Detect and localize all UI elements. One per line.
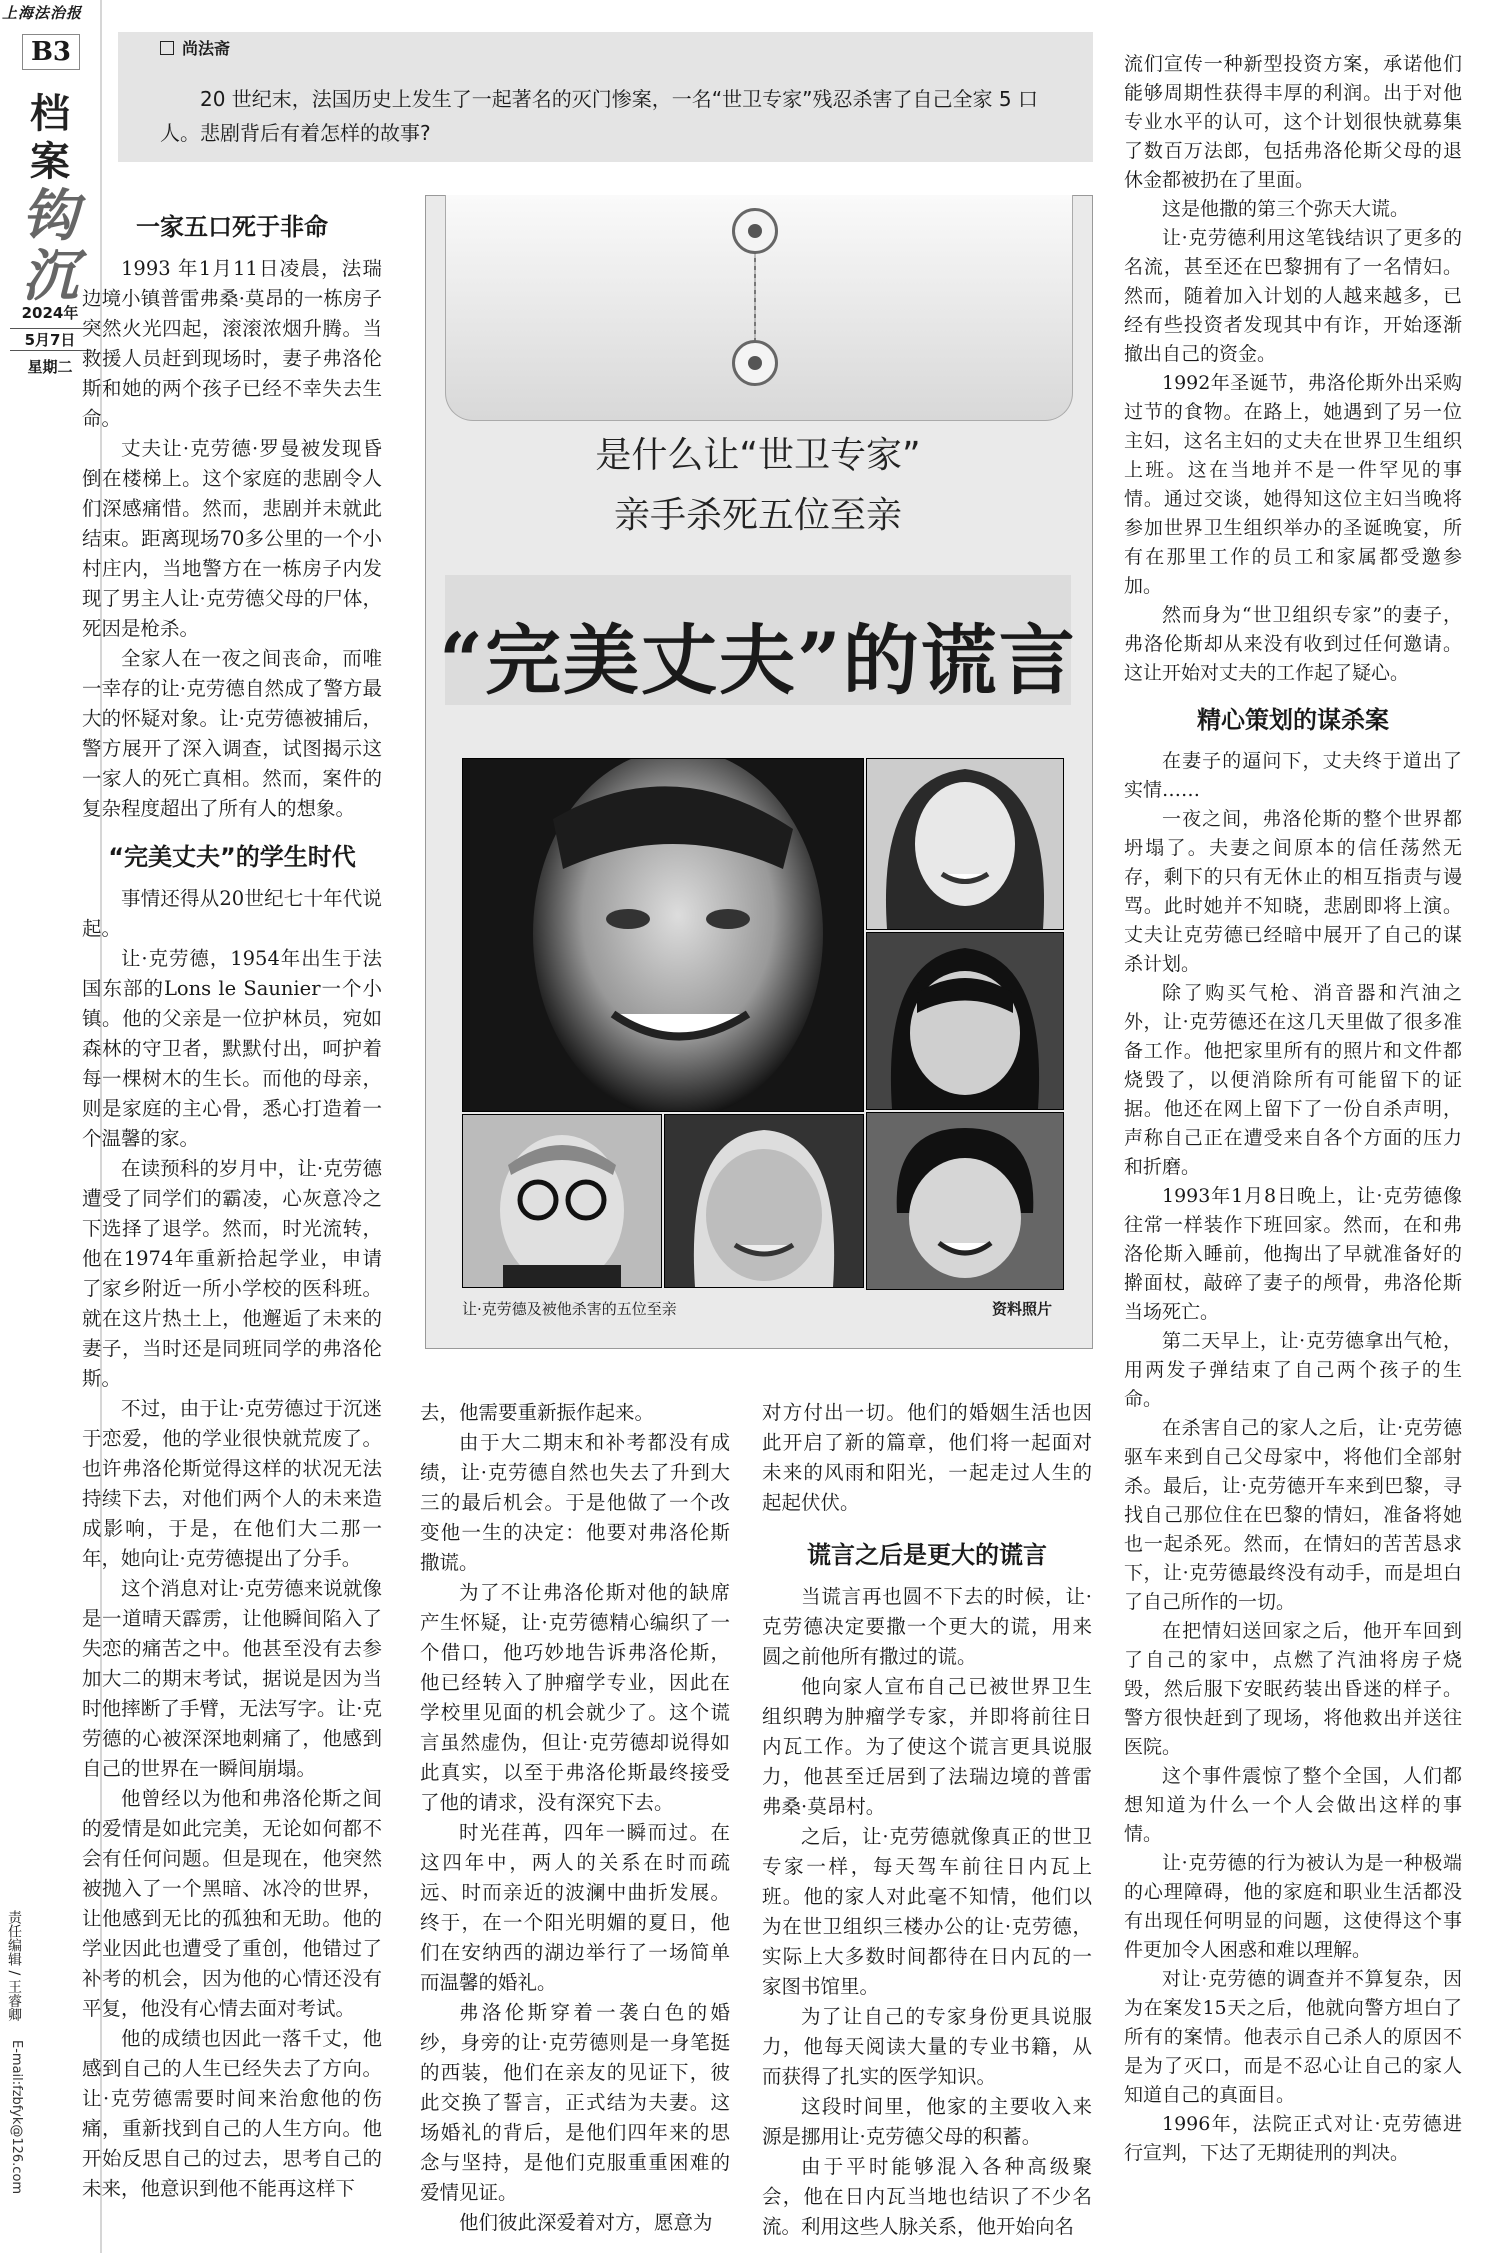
paragraph: 这个事件震惊了整个全国，人们都想知道为什么一个人会做出这样的事情。 xyxy=(1124,1765,1462,1845)
photo-son xyxy=(866,1112,1064,1290)
paragraph: 1992年圣诞节，弗洛伦斯外出采购过节的食物。在路上，她遇到了另一位主妇，这名主妇的丈夫在世界卫生组织上班。这在当地并不是一件罕见的事情。通过交谈，她得知这位主妇当晚将参加世界卫生组织举办的圣诞晚宴，所有在那里工作的员工和家属都受邀参加。 xyxy=(1124,372,1462,597)
section-title-char: 钩 xyxy=(22,183,78,249)
section-heading: 精心策划的谋杀案 xyxy=(1197,706,1389,734)
paragraph: 他的成绩也因此一落千丈，他感到自己的人生已经失去了方向。让·克劳德需要时间来治愈他的伤痛，重新找到自己的人生方向。他开始反思自己的过去，思考自己的未来，他意识到他不能再这样下 xyxy=(82,2027,382,2200)
paragraph: 让·克劳德的行为被认为是一种极端的心理障碍，他的家庭和职业生活都没有出现任何明显的问题，这使得这个事件更加令人困惑和难以理解。 xyxy=(1124,1852,1462,1961)
paragraph: 弗洛伦斯穿着一袭白色的婚纱，身旁的让·克劳德则是一身笔挺的西装，他们在亲友的见证下，彼此交换了誓言，正式结为夫妻。这场婚礼的背后，是他们四年来的思念与坚持，是他们克服重重困难的爱情见证。 xyxy=(420,2001,730,2204)
paragraph: 事情还得从20世纪七十年代说起。 xyxy=(82,887,382,940)
paragraph: 一夜之间，弗洛伦斯的整个世界都坍塌了。夫妻之间原本的信任荡然无存，剩下的只有无休止的相互指责与谩骂。此时她并不知晓，悲剧即将上演。丈夫让克劳德已经暗中展开了自己的谋杀计划。 xyxy=(1124,808,1462,975)
paragraph: 1993年1月8日晚上，让·克劳德像往常一样装作下班回家。然而，在和弗洛伦斯入睡前，他掏出了早就准备好的擀面杖，敲碎了妻子的颅骨，弗洛伦斯当场死亡。 xyxy=(1124,1185,1462,1323)
paragraph: 当谎言再也圆不下去的时候，让·克劳德决定要撒一个更大的谎，用来圆之前他所有撒过的谎。 xyxy=(762,1585,1092,1668)
intro-lead: 20 世纪末，法国历史上发生了一起著名的灭门惨案，一名“世卫专家”残忍杀害了自己全家 5 口人。悲剧背后有着怎样的故事? xyxy=(160,87,1038,145)
section-heading: 一家五口死于非命 xyxy=(136,213,328,241)
paragraph: 他曾经以为他和弗洛伦斯之间的爱情是如此完美，无论如何都不会有任何问题。但是现在，他突然被抛入了一个黑暗、冰冷的世界，让他感到无比的孤独和无助。他的学业因此也遭受了重创，他错过了补考的机会，因为他的心情还没有平复，他没有心情去面对考试。 xyxy=(82,1787,382,2020)
article-column-2 xyxy=(420,1398,730,2238)
photo-jean-claude xyxy=(462,758,864,1112)
envelope-button-icon xyxy=(732,340,778,386)
paragraph: 1996年，法院正式对让·克劳德进行宣判，下达了无期徒刑的判决。 xyxy=(1124,2113,1462,2164)
paragraph: 为了不让弗洛伦斯对他的缺席产生怀疑，让·克劳德精心编织了一个借口，他巧妙地告诉弗洛伦斯，他已经转入了肿瘤学专业，因此在学校里见面的机会就少了。这个谎言虽然虚伪，但让·克劳德却说得如此真实，以至于弗洛伦斯最终接受了他的请求，没有深究下去。 xyxy=(420,1581,730,1814)
paragraph: 在妻子的逼问下，丈夫终于道出了实情…… xyxy=(1124,750,1462,801)
checkbox-icon xyxy=(160,41,174,55)
section-title-char: 档 xyxy=(30,90,70,137)
paragraph: 在读预科的岁月中，让·克劳德遭受了同学们的霸凌，心灰意冷之下选择了退学。然而，时光流转，他在1974年重新拾起学业，申请了家乡附近一所小学校的医科班。就在这片热土上，他邂逅了未来的妻子，当时还是同班同学的弗洛伦斯。 xyxy=(82,1157,382,1390)
editor-credit: 责任编辑 / 王睿卿 xyxy=(6,1910,22,2022)
paragraph: 让·克劳德利用这笔钱结识了更多的名流，甚至还在巴黎拥有了一名情妇。然而，随着加入计划的人越来越多，已经有些投资者发现其中有诈，开始逐渐撤出自己的资金。 xyxy=(1124,227,1462,365)
column-name-label: 尚法斋 xyxy=(182,39,231,58)
date-day: 5月7日 xyxy=(10,328,90,351)
paragraph: 流们宣传一种新型投资方案，承诺他们能够周期性获得丰厚的利润。出于对他专业水平的认可，这个计划很快就募集了数百万法郎，包括弗洛伦斯父母的退休金都被扔在了里面。 xyxy=(1124,53,1462,191)
envelope-button-icon xyxy=(732,208,778,254)
paragraph: 由于大二期末和补考都没有成绩，让·克劳德自然也失去了升到大三的最后机会。于是他做了一个改变他一生的决定：他要对弗洛伦斯撒谎。 xyxy=(420,1431,730,1574)
page-number: B3 xyxy=(22,34,80,70)
date-weekday: 星期二 xyxy=(27,358,73,376)
photo-credit: 资料照片 xyxy=(992,1300,1053,1318)
paragraph: 他向家人宣布自己已被世界卫生组织聘为肿瘤学专家，并即将前往日内瓦工作。为了使这个谎言更具说服力，他甚至迁居到了法瑞边境的普雷弗桑·莫昂村。 xyxy=(762,1675,1092,1818)
paragraph: 在杀害自己的家人之后，让·克劳德驱车来到自己父母家中，将他们全部射杀。最后，让·克劳德开车来到巴黎，寻找自己那位住在巴黎的情妇，准备将她也一起杀死。然而，在情妇的苦苦恳求下，让·克劳德最终没有动手，而是坦白了自己所作的一切。 xyxy=(1124,1417,1462,1613)
feature-subtitle: 亲手杀死五位至亲 xyxy=(613,495,902,536)
paragraph: 全家人在一夜之间丧命，而唯一幸存的让·克劳德自然成了警方最大的怀疑对象。让·克劳德被捕后，警方展开了深入调查，试图揭示这一家人的死亡真相。然而，案件的复杂程度超出了所有人的想象。 xyxy=(82,647,382,820)
paragraph: 然而身为“世卫组织专家”的妻子，弗洛伦斯却从来没有收到过任何邀请。这让开始对丈夫的工作起了疑心。 xyxy=(1124,604,1462,684)
section-heading: 谎言之后是更大的谎言 xyxy=(807,1541,1047,1569)
article-column-4 xyxy=(1124,50,1462,2168)
paragraph: 为了让自己的专家身份更具说服力，他每天阅读大量的专业书籍，从而获得了扎实的医学知识。 xyxy=(762,2005,1092,2088)
paragraph: 除了购买气枪、消音器和汽油之外，让·克劳德还在这几天里做了很多准备工作。他把家里所有的照片和文件都烧毁了，以便消除所有可能留下的证据。他还在网上留下了一份自杀声明，声称自己正在遭受来自各个方面的压力和折磨。 xyxy=(1124,982,1462,1178)
paragraph: 去，他需要重新振作起来。 xyxy=(420,1401,655,1424)
paragraph: 让·克劳德，1954年出生于法国东部的Lons le Saunier一个小镇。他的父亲是一位护林员，宛如森林的守卫者，默默付出，呵护着每一棵树木的生长。而他的母亲，则是家庭的主心骨，悉心打造着一个温馨的家。 xyxy=(82,947,382,1150)
paragraph: 在把情妇送回家之后，他开车回到了自己的家中，点燃了汽油将房子烧毁，然后服下安眠药装出昏迷的样子。警方很快赶到了现场，将他救出并送往医院。 xyxy=(1124,1620,1462,1758)
section-heading: “完美丈夫”的学生时代 xyxy=(108,843,356,871)
photo-florence xyxy=(866,758,1064,930)
paragraph: 他们彼此深爱着对方，愿意为 xyxy=(459,2211,713,2234)
paragraph: 由于平时能够混入各种高级聚会，他在日内瓦当地也结识了不少名流。利用这些人脉关系，他开始向名 xyxy=(762,2155,1092,2238)
photo-father xyxy=(462,1114,662,1288)
date-year: 2024年 xyxy=(21,304,79,322)
feature-subtitle: 是什么让“世卫专家” xyxy=(595,435,921,476)
paragraph: 第二天早上，让·克劳德拿出气枪，用两发子弹结束了自己两个孩子的生命。 xyxy=(1124,1330,1462,1410)
column-name xyxy=(160,36,230,59)
paragraph: 之后，让·克劳德就像真正的世卫专家一样，每天驾车前往日内瓦上班。他的家人对此毫不知情，他们以为在世卫组织三楼办公的让·克劳德，实际上大多数时间都待在日内瓦的一家图书馆里。 xyxy=(762,1825,1092,1998)
photo-caption: 让·克劳德及被他杀害的五位至亲 xyxy=(462,1300,677,1318)
paragraph: 对让·克劳德的调查并不算复杂，因为在案发15天之后，他就向警方坦白了所有的案情。他表示自己杀人的原因不是为了灭口，而是不忍心让自己的家人知道自己的真面目。 xyxy=(1124,1968,1462,2106)
photo-daughter xyxy=(866,932,1064,1110)
section-title-char: 案 xyxy=(30,138,70,185)
paragraph: 这是他撒的第三个弥天大谎。 xyxy=(1162,198,1410,220)
article-column-3 xyxy=(762,1398,1092,2242)
paragraph: 丈夫让·克劳德·罗曼被发现昏倒在楼梯上。这个家庭的悲剧令人们深感痛惜。然而，悲剧并未就此结束。距离现场70多公里的一个小村庄内，当地警方在一栋房子内发现了男主人让·克劳德父母的尸体，死因是枪杀。 xyxy=(82,437,382,640)
newspaper-masthead: 上海法治报 xyxy=(2,4,83,22)
photo-mother xyxy=(664,1114,864,1288)
paragraph: 不过，由于让·克劳德过于沉迷于恋爱，他的学业很快就荒废了。也许弗洛伦斯觉得这样的状况无法持续下去，对他们两个人的未来造成影响，于是，在他们大二那一年，她向让·克劳德提出了分手。 xyxy=(82,1397,382,1570)
article-column-1 xyxy=(82,212,382,2204)
editor-email: E-mail:fzbfyk@126.com xyxy=(9,2040,24,2195)
paragraph: 1993 年1月11日凌晨，法瑞边境小镇普雷弗桑·莫昂的一栋房子突然火光四起，滚滚浓烟升腾。当救援人员赶到现场时，妻子弗洛伦斯和她的两个孩子已经不幸失去生命。 xyxy=(82,257,382,430)
feature-title: “完美丈夫”的谎言 xyxy=(439,616,1077,705)
section-title-char: 沉 xyxy=(22,243,78,309)
paragraph: 时光荏苒，四年一瞬而过。在这四年中，两人的关系在时而疏远、时而亲近的波澜中曲折发展。终于，在一个阳光明媚的夏日，他们在安纳西的湖边举行了一场简单而温馨的婚礼。 xyxy=(420,1821,730,1994)
paragraph: 对方付出一切。他们的婚姻生活也因此开启了新的篇章，他们将一起面对未来的风雨和阳光，一起走过人生的起起伏伏。 xyxy=(762,1401,1092,1514)
paragraph: 这个消息对让·克劳德来说就像是一道晴天霹雳，让他瞬间陷入了失恋的痛苦之中。他甚至没有去参加大二的期末考试，据说是因为当时他摔断了手臂，无法写字。让·克劳德的心被深深地刺痛了，他感到自己的世界在一瞬间崩塌。 xyxy=(82,1577,382,1780)
paragraph: 这段时间里，他家的主要收入来源是挪用让·克劳德父母的积蓄。 xyxy=(762,2095,1092,2148)
